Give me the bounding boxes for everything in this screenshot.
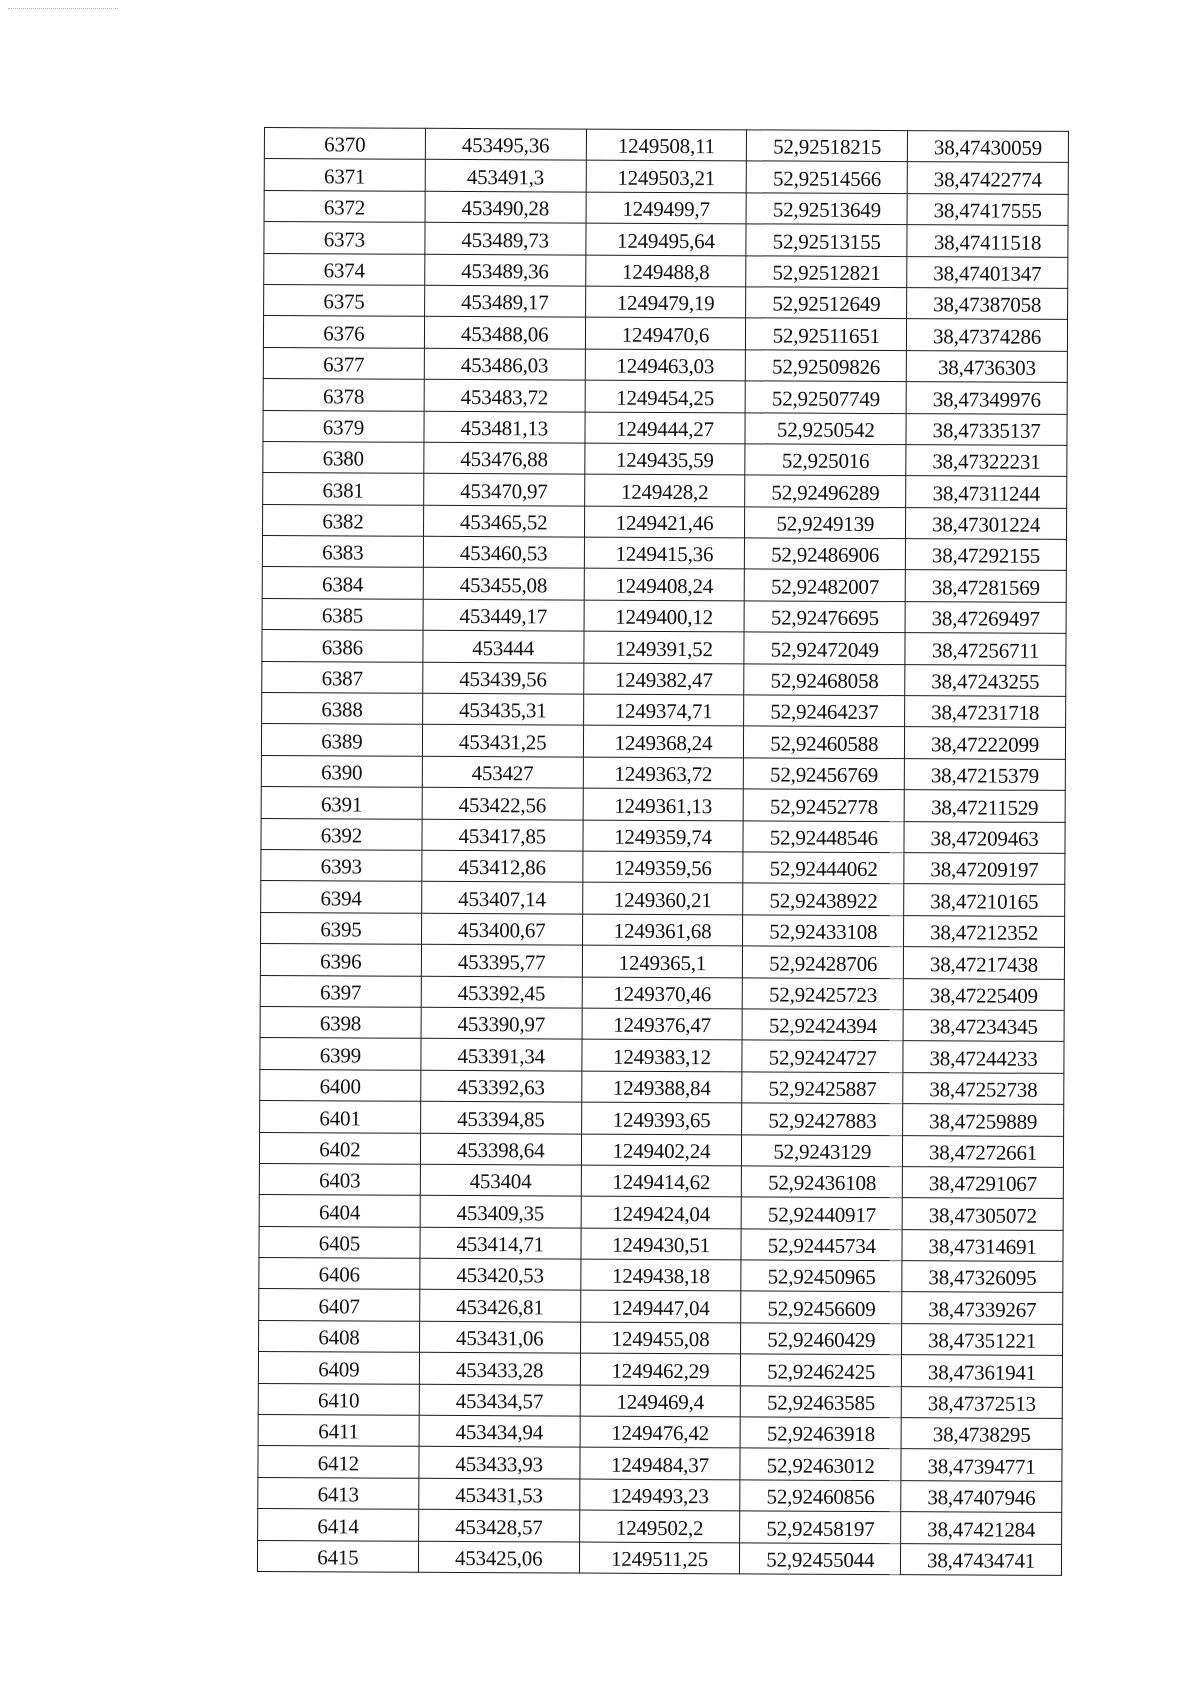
y-coordinate-cell: 1249476,42 xyxy=(580,1416,741,1448)
longitude-cell: 38,47372513 xyxy=(901,1386,1062,1418)
x-coordinate-cell: 453392,63 xyxy=(421,1070,582,1102)
longitude-cell: 38,47349976 xyxy=(906,382,1067,414)
table-row xyxy=(262,630,1066,665)
longitude-cell: 38,47322231 xyxy=(906,445,1067,477)
latitude-cell: 52,92518215 xyxy=(747,130,908,162)
table-row xyxy=(262,598,1066,633)
longitude-cell: 38,47411518 xyxy=(907,225,1068,257)
x-coordinate-cell: 453481,13 xyxy=(424,411,585,443)
x-coordinate-cell: 453435,31 xyxy=(422,693,583,725)
point-number-cell: 6371 xyxy=(264,159,425,191)
point-number-cell: 6379 xyxy=(263,410,424,442)
x-coordinate-cell: 453409,35 xyxy=(420,1196,581,1228)
x-coordinate-cell: 453404 xyxy=(420,1164,581,1196)
x-coordinate-cell: 453392,45 xyxy=(421,976,582,1008)
x-coordinate-cell: 453465,52 xyxy=(423,505,584,537)
x-coordinate-cell: 453491,3 xyxy=(425,160,586,192)
point-number-cell: 6386 xyxy=(262,630,423,662)
table-row xyxy=(260,975,1064,1010)
y-coordinate-cell: 1249391,52 xyxy=(583,631,744,663)
longitude-cell: 38,47244233 xyxy=(903,1041,1064,1073)
y-coordinate-cell: 1249488,8 xyxy=(585,255,746,287)
point-number-cell: 6375 xyxy=(264,284,425,316)
scan-artifact xyxy=(8,8,118,11)
y-coordinate-cell: 1249484,37 xyxy=(579,1447,740,1479)
longitude-cell: 38,47256711 xyxy=(905,633,1066,665)
y-coordinate-cell: 1249493,23 xyxy=(579,1479,740,1511)
table-row xyxy=(260,944,1064,979)
x-coordinate-cell: 453490,28 xyxy=(425,191,586,223)
y-coordinate-cell: 1249435,59 xyxy=(584,443,745,475)
table-container xyxy=(257,127,1068,1576)
x-coordinate-cell: 453495,36 xyxy=(425,128,586,160)
x-coordinate-cell: 453394,85 xyxy=(420,1101,581,1133)
latitude-cell: 52,92445734 xyxy=(741,1229,902,1261)
y-coordinate-cell: 1249393,65 xyxy=(581,1102,742,1134)
table-row xyxy=(259,1163,1063,1198)
longitude-cell: 38,47215379 xyxy=(904,758,1065,790)
y-coordinate-cell: 1249444,27 xyxy=(585,412,746,444)
y-coordinate-cell: 1249361,68 xyxy=(582,914,743,946)
x-coordinate-cell: 453444 xyxy=(423,631,584,663)
x-coordinate-cell: 453433,28 xyxy=(419,1353,580,1385)
table-row xyxy=(261,787,1065,822)
point-number-cell: 6380 xyxy=(263,441,424,473)
longitude-cell: 38,47339267 xyxy=(902,1292,1063,1324)
longitude-cell: 38,47434741 xyxy=(901,1543,1062,1575)
longitude-cell: 38,47374286 xyxy=(907,319,1068,351)
table-row xyxy=(259,1289,1063,1324)
latitude-cell: 52,92436108 xyxy=(742,1166,903,1198)
latitude-cell: 52,92456769 xyxy=(744,758,905,790)
table-row xyxy=(262,536,1066,571)
table-row xyxy=(261,818,1065,853)
latitude-cell: 52,92424727 xyxy=(742,1040,903,1072)
point-number-cell: 6397 xyxy=(260,975,421,1007)
x-coordinate-cell: 453434,57 xyxy=(419,1384,580,1416)
y-coordinate-cell: 1249479,19 xyxy=(585,286,746,318)
table-row xyxy=(262,567,1066,602)
y-coordinate-cell: 1249470,6 xyxy=(585,317,746,349)
point-number-cell: 6376 xyxy=(263,316,424,348)
table-row xyxy=(258,1509,1062,1544)
y-coordinate-cell: 1249359,56 xyxy=(582,851,743,883)
latitude-cell: 52,92463585 xyxy=(741,1385,902,1417)
y-coordinate-cell: 1249388,84 xyxy=(581,1071,742,1103)
longitude-cell: 38,47210165 xyxy=(904,884,1065,916)
point-number-cell: 6382 xyxy=(263,504,424,536)
y-coordinate-cell: 1249469,4 xyxy=(580,1385,741,1417)
latitude-cell: 52,92450965 xyxy=(741,1260,902,1292)
x-coordinate-cell: 453428,57 xyxy=(418,1509,579,1541)
longitude-cell: 38,47422774 xyxy=(907,162,1068,194)
y-coordinate-cell: 1249374,71 xyxy=(583,694,744,726)
x-coordinate-cell: 453425,06 xyxy=(418,1541,579,1573)
y-coordinate-cell: 1249438,18 xyxy=(580,1259,741,1291)
latitude-cell: 52,92455044 xyxy=(740,1542,901,1574)
x-coordinate-cell: 453431,06 xyxy=(419,1321,580,1353)
longitude-cell: 38,47212352 xyxy=(904,915,1065,947)
point-number-cell: 6392 xyxy=(261,818,422,850)
y-coordinate-cell: 1249365,1 xyxy=(582,945,743,977)
x-coordinate-cell: 453470,97 xyxy=(423,474,584,506)
y-coordinate-cell: 1249370,46 xyxy=(582,977,743,1009)
point-number-cell: 6370 xyxy=(264,128,425,160)
point-number-cell: 6405 xyxy=(259,1226,420,1258)
table-row xyxy=(258,1446,1062,1481)
longitude-cell: 38,47361941 xyxy=(902,1355,1063,1387)
longitude-cell: 38,47301224 xyxy=(906,507,1067,539)
coordinates-table-body xyxy=(257,128,1068,1576)
x-coordinate-cell: 453489,17 xyxy=(424,285,585,317)
x-coordinate-cell: 453489,73 xyxy=(425,222,586,254)
table-row xyxy=(259,1320,1063,1355)
x-coordinate-cell: 453426,81 xyxy=(419,1290,580,1322)
y-coordinate-cell: 1249415,36 xyxy=(584,537,745,569)
y-coordinate-cell: 1249424,04 xyxy=(581,1196,742,1228)
y-coordinate-cell: 1249495,64 xyxy=(585,223,746,255)
table-row xyxy=(258,1383,1062,1418)
point-number-cell: 6378 xyxy=(263,379,424,411)
longitude-cell: 38,47387058 xyxy=(907,288,1068,320)
y-coordinate-cell: 1249502,2 xyxy=(579,1510,740,1542)
latitude-cell: 52,92438922 xyxy=(743,883,904,915)
y-coordinate-cell: 1249376,47 xyxy=(582,1008,743,1040)
longitude-cell: 38,47211529 xyxy=(904,790,1065,822)
point-number-cell: 6394 xyxy=(261,881,422,913)
longitude-cell: 38,47401347 xyxy=(907,256,1068,288)
latitude-cell: 52,92513155 xyxy=(746,224,907,256)
longitude-cell: 38,47326095 xyxy=(902,1261,1063,1293)
latitude-cell: 52,92462425 xyxy=(741,1354,902,1386)
longitude-cell: 38,47421284 xyxy=(901,1512,1062,1544)
latitude-cell: 52,92460856 xyxy=(740,1480,901,1512)
point-number-cell: 6404 xyxy=(259,1195,420,1227)
table-row xyxy=(260,1038,1064,1073)
longitude-cell: 38,47305072 xyxy=(902,1198,1063,1230)
x-coordinate-cell: 453431,25 xyxy=(422,725,583,757)
y-coordinate-cell: 1249359,74 xyxy=(583,820,744,852)
longitude-cell: 38,47243255 xyxy=(905,664,1066,696)
point-number-cell: 6393 xyxy=(261,849,422,881)
x-coordinate-cell: 453433,93 xyxy=(419,1447,580,1479)
y-coordinate-cell: 1249360,21 xyxy=(582,882,743,914)
table-row xyxy=(263,441,1067,476)
y-coordinate-cell: 1249363,72 xyxy=(583,757,744,789)
y-coordinate-cell: 1249511,25 xyxy=(579,1542,740,1574)
x-coordinate-cell: 453420,53 xyxy=(420,1258,581,1290)
y-coordinate-cell: 1249368,24 xyxy=(583,725,744,757)
table-row xyxy=(264,284,1068,319)
x-coordinate-cell: 453422,56 xyxy=(422,787,583,819)
latitude-cell: 52,9249139 xyxy=(745,507,906,539)
longitude-cell: 38,47252738 xyxy=(903,1072,1064,1104)
table-row xyxy=(263,410,1067,445)
table-row xyxy=(261,881,1065,916)
latitude-cell: 52,92472049 xyxy=(744,632,905,664)
longitude-cell: 38,47394771 xyxy=(901,1449,1062,1481)
latitude-cell: 52,92425723 xyxy=(743,977,904,1009)
point-number-cell: 6385 xyxy=(262,598,423,630)
point-number-cell: 6390 xyxy=(261,755,422,787)
x-coordinate-cell: 453439,56 xyxy=(423,662,584,694)
table-row xyxy=(258,1477,1062,1512)
longitude-cell: 38,47217438 xyxy=(904,947,1065,979)
latitude-cell: 52,92433108 xyxy=(743,915,904,947)
point-number-cell: 6406 xyxy=(259,1258,420,1290)
longitude-cell: 38,47272661 xyxy=(903,1135,1064,1167)
x-coordinate-cell: 453483,72 xyxy=(424,379,585,411)
latitude-cell: 52,92512821 xyxy=(746,255,907,287)
point-number-cell: 6413 xyxy=(258,1477,419,1509)
latitude-cell: 52,92496289 xyxy=(745,475,906,507)
table-row xyxy=(264,159,1068,194)
longitude-cell: 38,47209463 xyxy=(904,821,1065,853)
x-coordinate-cell: 453400,67 xyxy=(421,913,582,945)
table-row xyxy=(259,1132,1063,1167)
point-number-cell: 6402 xyxy=(259,1132,420,1164)
point-number-cell: 6414 xyxy=(258,1509,419,1541)
latitude-cell: 52,92456609 xyxy=(741,1291,902,1323)
x-coordinate-cell: 453407,14 xyxy=(421,882,582,914)
longitude-cell: 38,47407946 xyxy=(901,1480,1062,1512)
latitude-cell: 52,92440917 xyxy=(742,1197,903,1229)
longitude-cell: 38,47222099 xyxy=(905,727,1066,759)
latitude-cell: 52,92509826 xyxy=(746,350,907,382)
latitude-cell: 52,92468058 xyxy=(744,663,905,695)
point-number-cell: 6396 xyxy=(260,944,421,976)
longitude-cell: 38,47231718 xyxy=(905,696,1066,728)
table-row xyxy=(259,1258,1063,1293)
y-coordinate-cell: 1249383,12 xyxy=(581,1039,742,1071)
latitude-cell: 52,92514566 xyxy=(747,161,908,193)
longitude-cell: 38,4738295 xyxy=(901,1418,1062,1450)
y-coordinate-cell: 1249508,11 xyxy=(586,129,747,161)
point-number-cell: 6372 xyxy=(264,190,425,222)
y-coordinate-cell: 1249361,13 xyxy=(583,788,744,820)
table-row xyxy=(261,755,1065,790)
point-number-cell: 6381 xyxy=(263,473,424,505)
y-coordinate-cell: 1249462,29 xyxy=(580,1353,741,1385)
latitude-cell: 52,92427883 xyxy=(742,1103,903,1135)
point-number-cell: 6403 xyxy=(259,1163,420,1195)
longitude-cell: 38,47225409 xyxy=(903,978,1064,1010)
latitude-cell: 52,92444062 xyxy=(743,852,904,884)
latitude-cell: 52,92507749 xyxy=(746,381,907,413)
longitude-cell: 38,47335137 xyxy=(906,413,1067,445)
x-coordinate-cell: 453427 xyxy=(422,756,583,788)
longitude-cell: 38,47259889 xyxy=(903,1104,1064,1136)
latitude-cell: 52,92476695 xyxy=(744,601,905,633)
latitude-cell: 52,9243129 xyxy=(742,1134,903,1166)
table-row xyxy=(264,253,1068,288)
table-row xyxy=(257,1540,1061,1575)
longitude-cell: 38,47269497 xyxy=(905,601,1066,633)
table-row xyxy=(261,724,1065,759)
table-row xyxy=(260,1069,1064,1104)
y-coordinate-cell: 1249454,25 xyxy=(585,380,746,412)
point-number-cell: 6388 xyxy=(262,693,423,725)
table-row xyxy=(263,379,1067,414)
point-number-cell: 6387 xyxy=(262,661,423,693)
y-coordinate-cell: 1249447,04 xyxy=(580,1291,741,1323)
x-coordinate-cell: 453455,08 xyxy=(423,568,584,600)
y-coordinate-cell: 1249455,08 xyxy=(580,1322,741,1354)
table-row xyxy=(264,128,1068,163)
latitude-cell: 52,92513649 xyxy=(746,193,907,225)
latitude-cell: 52,925016 xyxy=(745,444,906,476)
coordinates-table xyxy=(257,127,1069,1576)
longitude-cell: 38,4736303 xyxy=(906,350,1067,382)
y-coordinate-cell: 1249463,03 xyxy=(585,349,746,381)
latitude-cell: 52,92424394 xyxy=(742,1009,903,1041)
x-coordinate-cell: 453434,94 xyxy=(419,1415,580,1447)
x-coordinate-cell: 453460,53 xyxy=(423,536,584,568)
x-coordinate-cell: 453412,86 xyxy=(422,850,583,882)
x-coordinate-cell: 453390,97 xyxy=(421,1007,582,1039)
point-number-cell: 6374 xyxy=(264,253,425,285)
y-coordinate-cell: 1249408,24 xyxy=(584,569,745,601)
longitude-cell: 38,47281569 xyxy=(905,570,1066,602)
point-number-cell: 6409 xyxy=(258,1352,419,1384)
x-coordinate-cell: 453476,88 xyxy=(424,442,585,474)
point-number-cell: 6407 xyxy=(259,1289,420,1321)
y-coordinate-cell: 1249382,47 xyxy=(583,663,744,695)
longitude-cell: 38,47351221 xyxy=(902,1323,1063,1355)
table-row xyxy=(264,222,1068,257)
table-row xyxy=(263,504,1067,539)
latitude-cell: 52,92425887 xyxy=(742,1072,903,1104)
table-row xyxy=(264,190,1068,225)
table-row xyxy=(258,1415,1062,1450)
table-row xyxy=(262,661,1066,696)
longitude-cell: 38,47234345 xyxy=(903,1010,1064,1042)
longitude-cell: 38,47314691 xyxy=(902,1229,1063,1261)
table-row xyxy=(263,347,1067,382)
point-number-cell: 6395 xyxy=(261,912,422,944)
point-number-cell: 6389 xyxy=(261,724,422,756)
y-coordinate-cell: 1249414,62 xyxy=(581,1165,742,1197)
latitude-cell: 52,92452778 xyxy=(744,789,905,821)
table-row xyxy=(259,1226,1063,1261)
latitude-cell: 52,92482007 xyxy=(745,569,906,601)
latitude-cell: 52,92463012 xyxy=(740,1448,901,1480)
longitude-cell: 38,47430059 xyxy=(908,131,1069,163)
latitude-cell: 52,92464237 xyxy=(744,695,905,727)
latitude-cell: 52,92448546 xyxy=(743,820,904,852)
point-number-cell: 6411 xyxy=(258,1415,419,1447)
point-number-cell: 6377 xyxy=(263,347,424,379)
x-coordinate-cell: 453431,53 xyxy=(419,1478,580,1510)
table-row xyxy=(261,912,1065,947)
point-number-cell: 6399 xyxy=(260,1038,421,1070)
longitude-cell: 38,47311244 xyxy=(906,476,1067,508)
x-coordinate-cell: 453398,64 xyxy=(420,1133,581,1165)
longitude-cell: 38,47292155 xyxy=(906,539,1067,571)
table-row xyxy=(260,1006,1064,1041)
longitude-cell: 38,47417555 xyxy=(907,193,1068,225)
latitude-cell: 52,92486906 xyxy=(745,538,906,570)
x-coordinate-cell: 453449,17 xyxy=(423,599,584,631)
point-number-cell: 6384 xyxy=(262,567,423,599)
table-row xyxy=(258,1352,1062,1387)
latitude-cell: 52,92460429 xyxy=(741,1323,902,1355)
table-row xyxy=(260,1101,1064,1136)
table-row xyxy=(263,473,1067,508)
point-number-cell: 6383 xyxy=(262,536,423,568)
x-coordinate-cell: 453417,85 xyxy=(422,819,583,851)
y-coordinate-cell: 1249503,21 xyxy=(586,160,747,192)
point-number-cell: 6373 xyxy=(264,222,425,254)
point-number-cell: 6398 xyxy=(260,1006,421,1038)
point-number-cell: 6412 xyxy=(258,1446,419,1478)
y-coordinate-cell: 1249430,51 xyxy=(581,1228,742,1260)
point-number-cell: 6415 xyxy=(257,1540,418,1572)
x-coordinate-cell: 453395,77 xyxy=(421,944,582,976)
x-coordinate-cell: 453488,06 xyxy=(424,317,585,349)
table-row xyxy=(259,1195,1063,1230)
x-coordinate-cell: 453489,36 xyxy=(425,254,586,286)
longitude-cell: 38,47291067 xyxy=(902,1167,1063,1199)
y-coordinate-cell: 1249428,2 xyxy=(584,474,745,506)
longitude-cell: 38,47209197 xyxy=(904,853,1065,885)
y-coordinate-cell: 1249421,46 xyxy=(584,506,745,538)
x-coordinate-cell: 453391,34 xyxy=(421,1039,582,1071)
point-number-cell: 6408 xyxy=(259,1320,420,1352)
table-row xyxy=(261,849,1065,884)
table-row xyxy=(263,316,1067,351)
point-number-cell: 6401 xyxy=(260,1101,421,1133)
x-coordinate-cell: 453414,71 xyxy=(420,1227,581,1259)
point-number-cell: 6410 xyxy=(258,1383,419,1415)
y-coordinate-cell: 1249400,12 xyxy=(584,600,745,632)
latitude-cell: 52,92458197 xyxy=(740,1511,901,1543)
y-coordinate-cell: 1249402,24 xyxy=(581,1134,742,1166)
y-coordinate-cell: 1249499,7 xyxy=(586,192,747,224)
latitude-cell: 52,92511651 xyxy=(746,318,907,350)
point-number-cell: 6400 xyxy=(260,1069,421,1101)
latitude-cell: 52,9250542 xyxy=(745,412,906,444)
table-row xyxy=(262,693,1066,728)
point-number-cell: 6391 xyxy=(261,787,422,819)
latitude-cell: 52,92463918 xyxy=(740,1417,901,1449)
x-coordinate-cell: 453486,03 xyxy=(424,348,585,380)
latitude-cell: 52,92428706 xyxy=(743,946,904,978)
latitude-cell: 52,92460588 xyxy=(744,726,905,758)
latitude-cell: 52,92512649 xyxy=(746,287,907,319)
